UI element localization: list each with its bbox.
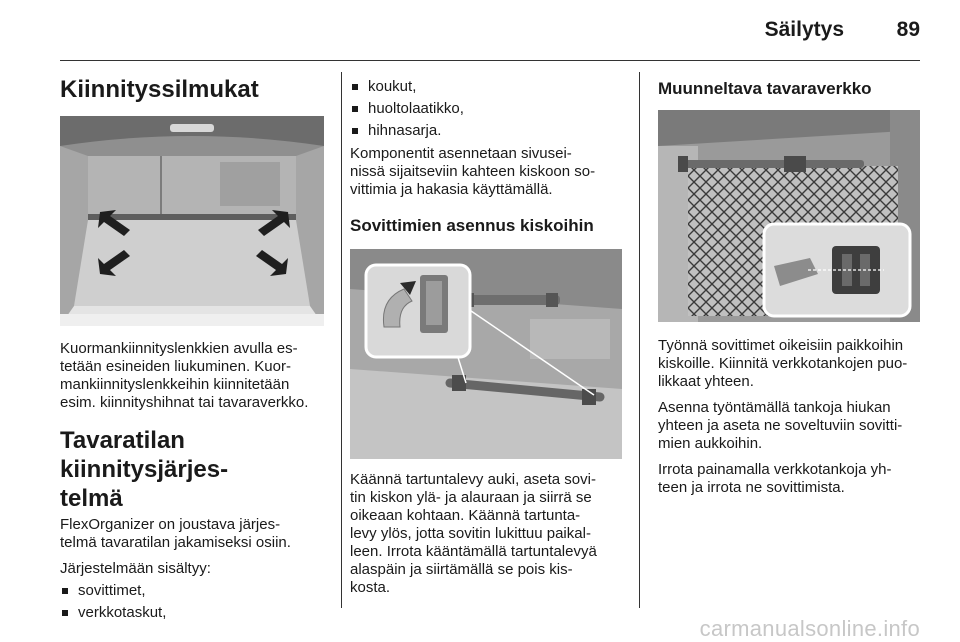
paragraph-components [350, 145, 628, 199]
component-list-2 [350, 76, 628, 142]
trunk-lashing-eyes-figure [60, 116, 324, 326]
list-item: huoltolaatikko, [350, 98, 628, 120]
text-line: Työnnä sovittimet oikeisiin paikkoihin [658, 337, 904, 354]
heading-cargo-net: Muunneltava tavaraverkko [658, 79, 872, 98]
text-line: levy ylös, jotta sovitin lukittuu paikal- [350, 525, 591, 542]
text-line: mankiinnityslenkkeihin kiinnitetään [60, 376, 290, 393]
text-line: telmä tavaratilan jakamiseksi osiin. [60, 534, 291, 551]
list-item: sovittimet, [60, 580, 328, 602]
paragraph-net-adapters [658, 337, 920, 391]
component-list-1 [60, 580, 328, 624]
list-item: verkkotaskut, [60, 602, 328, 624]
heading-adapter-installation: Sovittimien asennus kiskoihin [350, 216, 594, 235]
paragraph-includes: Järjestelmään sisältyy: [60, 560, 211, 577]
text-line: alaspäin ja siirtämällä se pois kis- [350, 561, 573, 578]
header-rule [60, 60, 920, 61]
text-line: oikeaan kohtaan. Käännä tartunta- [350, 507, 581, 524]
bullet-square [62, 588, 68, 594]
bullet-square [62, 610, 68, 616]
cargo-net-figure [658, 110, 920, 322]
column-2 [350, 70, 628, 597]
text-line: Kuormankiinnityslenkkien avulla es- [60, 340, 298, 357]
column-3 [658, 70, 920, 497]
column-divider-2 [639, 72, 640, 608]
text-line: tetään esineiden liukuminen. Kuor- [60, 358, 291, 375]
watermark: carmanualsonline.info [699, 616, 920, 641]
bullet-square [352, 106, 358, 112]
paragraph-net-install [658, 399, 920, 453]
text-line: Komponentit asennetaan sivusei- [350, 145, 572, 162]
bullet-square [352, 128, 358, 134]
heading-flexorganizer [60, 426, 328, 513]
text-line: nissä sijaitseviin kahteen kiskoon so- [350, 163, 596, 180]
text-line: yhteen ja aseta ne soveltuviin sovitti- [658, 417, 903, 434]
column-1 [60, 70, 328, 624]
text-line: likkaat yhteen. [658, 373, 754, 390]
text-line: Irrota painamalla verkkotankoja yh- [658, 461, 892, 478]
text-line: Käännä tartuntalevy auki, aseta sovi- [350, 471, 596, 488]
text-line: mien aukkoihin. [658, 435, 763, 452]
paragraph-net-remove [658, 461, 920, 497]
text-line: teen ja irrota ne sovittimista. [658, 479, 845, 496]
text-line: esim. kiinnityshihnat tai tavaraverkko. [60, 394, 309, 411]
bullet-square [352, 84, 358, 90]
adapter-rail-figure [350, 249, 622, 459]
page-number: 89 [896, 18, 920, 41]
column-divider-1 [341, 72, 342, 608]
text-line: leen. Irrota kääntämällä tartuntalevyä [350, 543, 597, 560]
list-item: hihnasarja. [350, 120, 628, 142]
heading-line: Tavaratilan kiinnitysjärjes- [60, 427, 229, 483]
paragraph-flexorganizer [60, 516, 328, 552]
heading-kiinnityssilmukat: Kiinnityssilmukat [60, 76, 259, 103]
text-line: vittimia ja hakasia käyttämällä. [350, 181, 553, 198]
paragraph-adapter-steps [350, 471, 628, 597]
text-line: kiskoille. Kiinnitä verkkotankojen puo- [658, 355, 908, 372]
text-line: FlexOrganizer on joustava järjes- [60, 516, 281, 533]
text-line: kosta. [350, 579, 391, 596]
heading-line: telmä [60, 485, 123, 512]
page-header [0, 0, 960, 60]
list-item: koukut, [350, 76, 628, 98]
section-title: Säilytys [764, 18, 844, 41]
text-line: Asenna työntämällä tankoja hiukan [658, 399, 891, 416]
paragraph-lashing-eyes [60, 340, 328, 412]
text-line: tin kiskon ylä- ja alauraan ja siirrä se [350, 489, 592, 506]
